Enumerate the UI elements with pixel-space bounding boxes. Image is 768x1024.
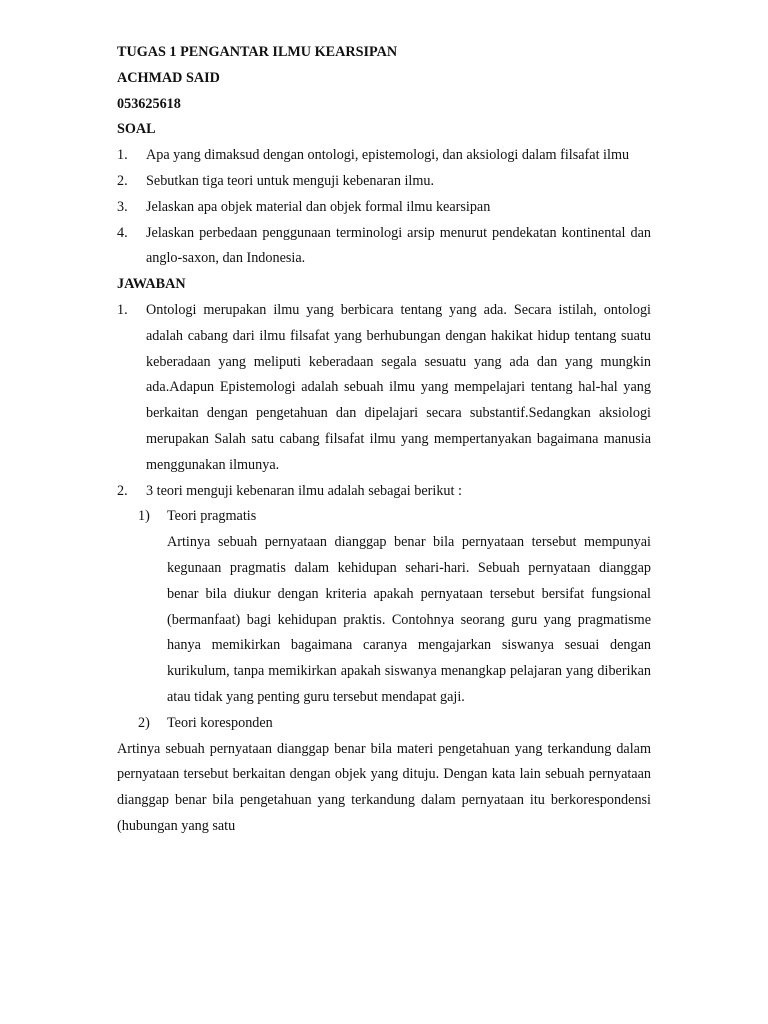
soal-item: [117, 143, 651, 169]
soal-item: [117, 221, 651, 273]
soal-text: Apa yang dimaksud dengan ontologi, epistemologi, dan aksiologi dalam filsafat ilmu: [146, 147, 630, 164]
jawaban-item: [117, 298, 651, 479]
jawaban-heading: JAWABAN: [117, 276, 186, 293]
teori-list: [117, 504, 651, 736]
teori-title: Teori koresponden: [167, 714, 273, 731]
teori-number: 1): [138, 508, 150, 525]
soal-number: 4.: [117, 224, 128, 241]
soal-list: [117, 143, 651, 272]
soal-number: 1.: [117, 147, 128, 164]
soal-text: Jelaskan perbedaan penggunaan terminologi arsip menurut pendekatan kontinental dan anglo-saxon, dan Indonesia.: [146, 224, 651, 267]
soal-item: [117, 195, 651, 221]
jawaban-text: Ontologi merupakan ilmu yang berbicara tentang yang ada. Secara istilah, ontologi adalah cabang dari ilmu filsafat yang berhubungan dengan hakikat hidup tentang suatu keberadaan yang meliputi keberadaan segala sesuatu yang ada dan yang mungkin ada.Adapun Epistemologi adalah sebuah ilmu yang mempelajari tentang hal-hal yang berkaitan dengan pengetahuan dan dipelajari secara substantif.Sedangkan aksiologi merupakan Salah satu cabang filsafat ilmu yang mempertanyakan bagaimana manusia menggunakan ilmunya.: [146, 301, 651, 473]
soal-item: [117, 169, 651, 195]
teori-body: Artinya sebuah pernyataan dianggap benar bila pernyataan tersebut mempunyai kegunaan pragmatis dalam kehidupan sehari-hari. Sebuah pernyataan dianggap benar bila diukur dengan kriteria apakah pernyataan tersebut bersifat fungsional (bermanfaat) bagi kehidupan praktis. Contohnya seorang guru yang pragmatisme hanya memikirkan bagaimana caranya mengajarkan siswanya sesuai dengan kurikulum, tanpa memikirkan apakah siswanya menangkap pelajaran yang diberikan atau tidak yang penting guru tersebut mendapat gaji.: [167, 534, 651, 705]
soal-number: 2.: [117, 172, 128, 189]
jawaban-number: 2.: [117, 482, 128, 499]
jawaban-item: [117, 479, 651, 505]
soal-text: Sebutkan tiga teori untuk menguji kebenaran ilmu.: [146, 172, 435, 189]
soal-text: Jelaskan apa objek material dan objek formal ilmu kearsipan: [146, 198, 491, 215]
student-nim: 053625618: [117, 95, 181, 112]
teori-item: [117, 504, 651, 710]
jawaban-text: 3 teori menguji kebenaran ilmu adalah sebagai berikut :: [146, 482, 462, 499]
closing-paragraph: Artinya sebuah pernyataan dianggap benar bila materi pengetahuan yang terkandung dalam pernyataan tersebut berkaitan dengan objek yang dituju. Dengan kata lain sebuah pernyataan dianggap benar bila pengetahuan yang terkandung dalam pernyataan itu berkorespondensi (hubungan yang satu: [117, 740, 651, 834]
teori-item: [117, 711, 651, 737]
soal-heading: SOAL: [117, 121, 156, 138]
soal-number: 3.: [117, 198, 128, 215]
teori-title: Teori pragmatis: [167, 508, 257, 525]
student-name: ACHMAD SAID: [117, 69, 220, 86]
teori-number: 2): [138, 714, 150, 731]
document-page: [117, 40, 651, 840]
jawaban-list: [117, 298, 651, 504]
document-title: TUGAS 1 PENGANTAR ILMU KEARSIPAN: [117, 44, 398, 60]
jawaban-number: 1.: [117, 301, 128, 318]
